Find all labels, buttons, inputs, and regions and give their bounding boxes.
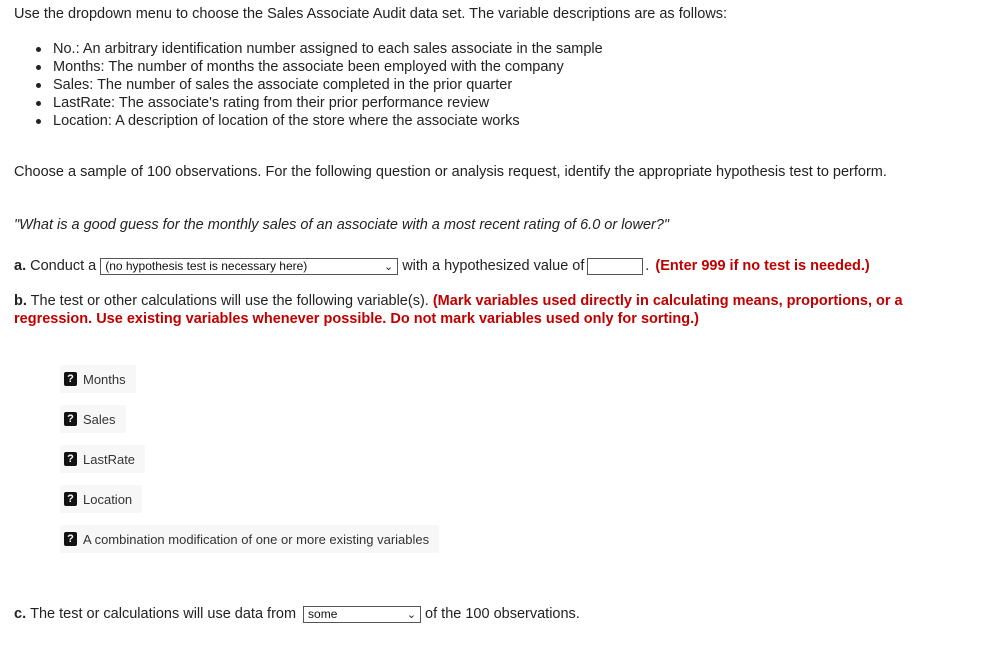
variable-button-label: Sales [83, 411, 116, 427]
chevron-down-icon: ⌄ [406, 608, 417, 621]
variable-button-sales[interactable] [60, 405, 126, 433]
variable-button-lastrate[interactable] [60, 445, 145, 473]
part-a-middle: with a hypothesized value of [402, 258, 585, 274]
variable-button-location[interactable] [60, 485, 142, 513]
part-b-note: (Mark variables used directly in calculating means, proportions, or a regression. Use existing variables whenever possible. Do not mark variables used only for sorting.) [14, 293, 903, 327]
part-a-row [14, 256, 870, 276]
variable-button-label: Months [83, 371, 126, 387]
part-a-period: . [645, 258, 650, 274]
part-b-text: The test or other calculations will use the following variable(s). [30, 293, 429, 309]
instructions-text: Choose a sample of 100 observations. For the following question or analysis request, identify the appropriate hypothesis test to perform. [14, 164, 887, 180]
test-type-select-value: (no hypothesis test is necessary here) [105, 259, 308, 273]
list-item: No.: An arbitrary identification number assigned to each sales associate in the sample [36, 40, 603, 58]
variable-button-label: Location [83, 491, 133, 507]
part-c-prefix: The test or calculations will use data from [30, 606, 297, 622]
part-b-label: b. [14, 293, 27, 309]
help-icon: ? [64, 452, 77, 466]
part-a-note: (Enter 999 if no test is needed.) [655, 258, 870, 274]
help-icon: ? [64, 532, 77, 546]
variable-button-label: LastRate [83, 451, 136, 467]
chevron-down-icon: ⌄ [383, 260, 394, 273]
list-item: Months: The number of months the associate been employed with the company [36, 58, 603, 76]
part-c-label: c. [14, 606, 27, 622]
list-item: Location: A description of location of the store where the associate works [36, 112, 603, 130]
hypothesized-value-input[interactable] [587, 258, 643, 275]
help-icon: ? [64, 372, 77, 386]
list-item: LastRate: The associate's rating from their prior performance review [36, 94, 603, 112]
part-a-prefix: Conduct a [30, 258, 97, 274]
variable-button-combination[interactable] [60, 525, 439, 553]
variable-description-list [36, 40, 603, 130]
help-icon: ? [64, 412, 77, 426]
data-scope-select-value: some [308, 607, 338, 621]
part-c-suffix: of the 100 observations. [425, 606, 580, 622]
part-c-row [14, 604, 580, 624]
variable-button-months[interactable] [60, 365, 136, 393]
intro-text: Use the dropdown menu to choose the Sales Associate Audit data set. The variable descriptions are as follows: [14, 6, 728, 22]
list-item: Sales: The number of sales the associate completed in the prior quarter [36, 76, 603, 94]
test-type-select[interactable] [100, 258, 398, 275]
part-b-row [14, 292, 954, 328]
question-text: "What is a good guess for the monthly sales of an associate with a most recent rating of 6.0 or lower?" [14, 217, 670, 233]
help-icon: ? [64, 492, 77, 506]
variable-button-label: A combination modification of one or more existing variables [83, 531, 430, 547]
part-a-label: a. [14, 258, 27, 274]
data-scope-select[interactable] [303, 606, 421, 623]
